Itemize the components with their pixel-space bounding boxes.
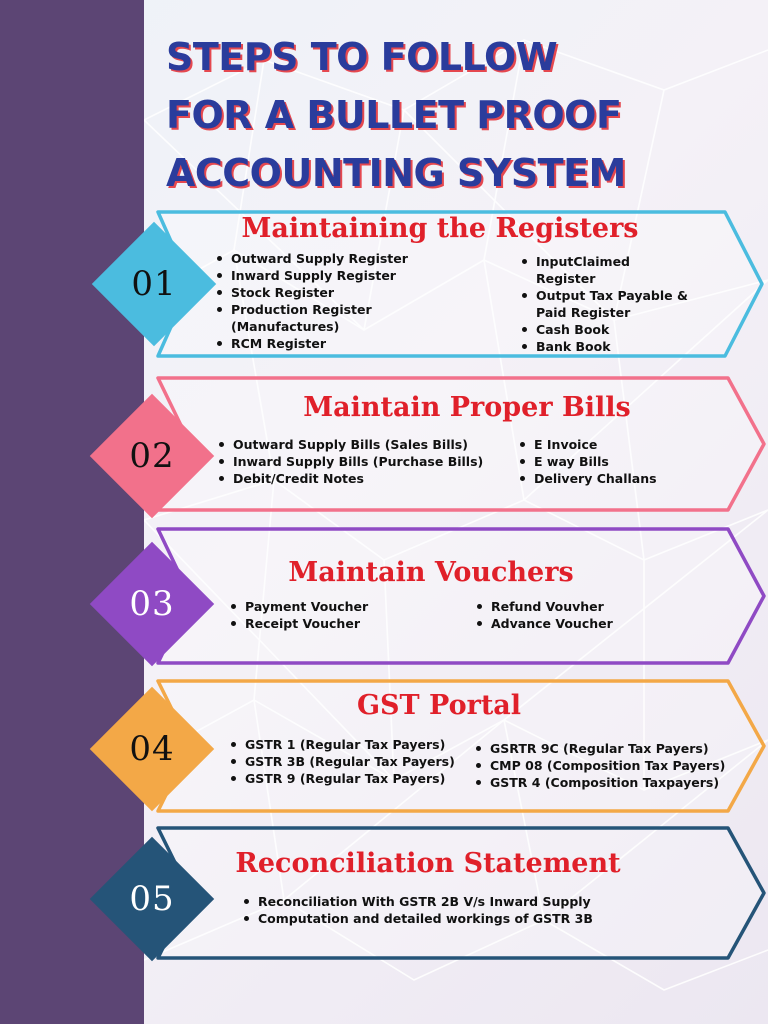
list-item: Refund Vouvher xyxy=(475,598,613,615)
step-number: 05 xyxy=(129,879,175,919)
list-item: Bank Book xyxy=(520,338,688,355)
step-items-right xyxy=(520,253,688,355)
step-card-bills xyxy=(0,376,768,512)
step-heading: Maintain Proper Bills xyxy=(303,392,631,423)
list-item: GSTR 3B (Regular Tax Payers) xyxy=(229,753,455,770)
list-item: GSTR 9 (Regular Tax Payers) xyxy=(229,770,455,787)
list-item: E way Bills xyxy=(518,453,657,470)
list-item: Inward Supply Bills (Purchase Bills) xyxy=(217,453,483,470)
list-item: Payment Voucher xyxy=(229,598,368,615)
list-item: InputClaimed Register xyxy=(520,253,688,287)
list-item: Cash Book xyxy=(520,321,688,338)
list-item: Production Register (Manufactures) xyxy=(215,301,408,335)
step-number: 03 xyxy=(129,584,175,624)
step-number-badge xyxy=(90,542,214,666)
step-items-left xyxy=(229,598,368,632)
list-item: GSTR 1 (Regular Tax Payers) xyxy=(229,736,455,753)
list-item: GSTR 4 (Composition Taxpayers) xyxy=(474,774,725,791)
list-item: Receipt Voucher xyxy=(229,615,368,632)
step-number: 04 xyxy=(129,729,175,769)
step-items-left xyxy=(229,736,455,787)
step-heading: Reconciliation Statement xyxy=(235,848,621,879)
step-card-registers xyxy=(0,210,768,358)
step-heading: Maintaining the Registers xyxy=(241,213,639,244)
step-number: 01 xyxy=(131,264,177,304)
list-item: Stock Register xyxy=(215,284,408,301)
title-line: STEPS TO FOLLOW xyxy=(166,35,558,79)
list-item: E Invoice xyxy=(518,436,657,453)
step-items-left xyxy=(242,893,593,927)
list-item: Advance Voucher xyxy=(475,615,613,632)
title-line: FOR A BULLET PROOF xyxy=(166,93,622,137)
list-item: Outward Supply Bills (Sales Bills) xyxy=(217,436,483,453)
step-items-right xyxy=(475,598,613,632)
step-heading: Maintain Vouchers xyxy=(288,557,574,588)
list-item: Inward Supply Register xyxy=(215,267,408,284)
step-items-left xyxy=(215,250,408,352)
step-items-right xyxy=(474,740,725,791)
list-item: Reconciliation With GSTR 2B V/s Inward Supply xyxy=(242,893,593,910)
step-number: 02 xyxy=(129,436,175,476)
step-number-badge xyxy=(90,394,214,518)
list-item: GSRTR 9C (Regular Tax Payers) xyxy=(474,740,725,757)
step-heading: GST Portal xyxy=(356,690,522,721)
list-item: RCM Register xyxy=(215,335,408,352)
step-number-badge xyxy=(92,222,216,346)
page-title xyxy=(166,28,666,202)
step-card-vouchers xyxy=(0,527,768,665)
step-number-badge xyxy=(90,837,214,961)
step-items-left xyxy=(217,436,483,487)
step-items-right xyxy=(518,436,657,487)
list-item: Output Tax Payable & Paid Register xyxy=(520,287,688,321)
list-item: Delivery Challans xyxy=(518,470,657,487)
step-number-badge xyxy=(90,687,214,811)
list-item: CMP 08 (Composition Tax Payers) xyxy=(474,757,725,774)
title-line: ACCOUNTING SYSTEM xyxy=(166,151,626,195)
list-item: Outward Supply Register xyxy=(215,250,408,267)
list-item: Debit/Credit Notes xyxy=(217,470,483,487)
step-card-gst-portal xyxy=(0,679,768,813)
list-item: Computation and detailed workings of GSTR 3B xyxy=(242,910,593,927)
step-card-reconciliation xyxy=(0,826,768,960)
